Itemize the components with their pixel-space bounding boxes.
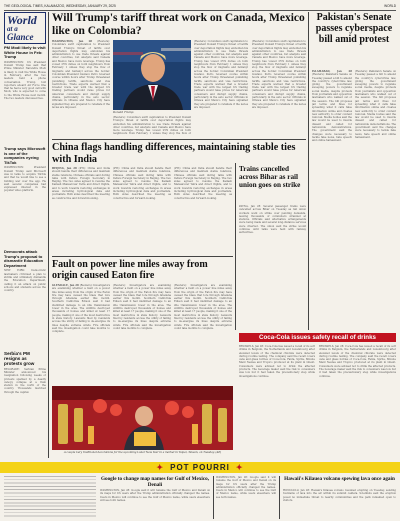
- china-body-continued: (PTI): China and India should handle their differences and maintain stable relations, Chinese officials said during talks with India's Foreign Secretary in Beijing. The two sides agreed to resume the Kailash Mansarovar Yatra and direct flights, and to work towards restoring exchanges in areas including hydrological data and journalists. Both sides described the meeting as constructive and forward-looking.: [174, 167, 232, 200]
- brief-item: [4, 147, 46, 247]
- china-dateline: BEIJING, Jan 28: [52, 167, 77, 170]
- pakistan-body-col1: [312, 70, 352, 328]
- pot-pourri-left-filler: [4, 476, 96, 518]
- lead-dateline: WASHINGTON, Jan 28: [52, 40, 93, 43]
- fault-body-col2: [113, 284, 171, 384]
- lead-body-continued: (Reuters): Colombia's swift capitulation to President Donald Trump's threat of tariffs over deportation flights may embolden his administration to use trade threats against other countries, but analysts said Canada and Mexico have more leverage. Trump has vowed 25% duties on both neighbours from February 1 unless they stop the flow of migrants and fentanyl across the border. Colombian President Gustavo Petro reversed course within hours after Trump threatened punishing tariffs, sanctions and visa restrictions. Trade experts warned that a broader trade war with the largest US trading partners would raise prices for American consumers and disrupt supply chains, particularly in the auto sector. Officials in Ottawa and Mexico City have signalled they are prepared to retaliate if the levies are imposed.: [252, 40, 306, 109]
- fault-body-continued: (Reuters): Investigators are examining whether a fault on a power line miles away from the origin of the Eaton fire may have caused the blaze that tore through Altadena earlier this month. Southern California Edison said it had identified damage to an idle transmission tower in the area. The wildfire destroyed thousands of homes and killed at least 17 people, making it one of the most destructive in state history. Lawsuits filed by residents accuse the utility of failing to de-energise its lines despite extreme winds. Fire officials said the investigation could take months to complete.: [174, 284, 232, 330]
- lead-body-continued: (Reuters): Colombia's swift capitulation to President Donald Trump's threat of tariffs over deportation flights may embolden his administration to use trade threats against other countries, but analysts said Canada and Mexico have more leverage. Trump has vowed 25% duties on both neighbours from February 1 unless they stop the flow of: [113, 116, 191, 136]
- lunar-photo-caption: A couple bury traditional decorations for the upcoming Lunar New Year in a market in Taipei, Taiwan, on Tuesday. (AP): [63, 451, 222, 454]
- pakistan-body-continued: (Reuters): Pakistan's Senate on Tuesday passed a bill to amend the country's cybercrime law, giving the government sweeping powers to regulate social media, despite protests from journalists and opposition lawmakers who walked out of the session. The bill proposes jail terms and fines for spreading what it calls false information online and creates new authority to order content removal. Media bodies said the law would be used to muzzle dissent and called for nationwide demonstrations. The government said the changes were necessary to tackle fake news, hate speech and online harassment.: [355, 70, 396, 139]
- gulf-headline: Google to change map names for Gulf of Mexico, Denali: [100, 476, 210, 488]
- gulf-body: WASHINGTON, Jan 28: Google said it will rename the Gulf of Mexico and Denali on its maps for US users after the Trump administration officially changed the names. Users in Mexico will continue to see the Gulf of Mexico name, while users elsewhere will see both names.: [100, 489, 210, 502]
- brief-body: BELGRADE: Serbian Prime Minister announced his resignation following weeks of protests sparked by a deadly canopy collapse at a train station in the north of the country. Thousands marched through the capital.: [4, 367, 46, 394]
- lead-body-col2b: [113, 116, 191, 136]
- coca-cola-headline: Coca-Cola issues safety recall of drinks: [239, 333, 396, 342]
- trump-photo: [113, 40, 191, 110]
- brief-headline: Democrats attack Trump's proposal to dismantle Education Department: [4, 250, 44, 268]
- section-rule: [52, 256, 233, 257]
- fault-body-col3: [174, 284, 232, 384]
- fault-body: (Reuters): Investigators are examining whether a fault on a power line miles away from the origin of the Eaton fire may have caused the blaze that tore through Altadena earlier this month. Southern California Edison said it had identified damage to an idle transmission tower in the area. The wildfire destroyed thousands of homes and killed at least 17 people, making it one of the most destructive in state history. Lawsuits filed by residents accuse the utility of failing to de-energise its lines despite extreme winds. Fire officials said the investigation could take months to complete.: [52, 284, 110, 334]
- brief-body: WASHINGTON: President Donald Trump said Microsoft was in talks to acquire TikTok and that he would like to see a bidding war over the app. He said several companies had expressed interest in the popular video platform.: [4, 166, 46, 193]
- pakistan-body-col2: [355, 70, 396, 328]
- gulf-body-continued: WASHINGTON, Jan 28: Google said it will rename the Gulf of Mexico and Denali on its maps for US users after the Trump administration officially changed the names. Users in Mexico will continue to see the Gulf of Mexico name, while users elsewhere will see both names.: [216, 476, 276, 499]
- column-divider: [308, 12, 309, 330]
- pakistan-body: (Reuters): Pakistan's Senate on Tuesday passed a bill to amend the country's cybercrime law, giving the government sweeping powers to regulate social media, despite protests from journalists and opposition lawmakers who walked out of the session. The bill proposes jail terms and fines for spreading what it calls false information online and creates new authority to order content removal. Media bodies said the law would be used to muzzle dissent and called for nationwide demonstrations. The government said the changes were necessary to tackle fake news, hate speech and online harassment.: [312, 73, 352, 143]
- pakistan-headline: Pakistan's Senate passes cyberspace bill amid protest: [315, 12, 393, 45]
- fault-body-continued: (Reuters): Investigators are examining whether a fault on a power line miles away from the origin of the Eaton fire may have caused the blaze that tore through Altadena earlier this month. Southern California Edison said it had identified damage to an idle transmission tower in the area. The wildfire destroyed thousands of homes and killed at least 17 people, making it one of the most destructive in state history. Lawsuits filed by residents accuse the utility of failing to de-energise its lines despite extreme winds. Fire officials said the investigation could take months to complete.: [113, 284, 171, 330]
- china-body: (PTI): China and India should handle their differences and maintain stable relations, Chinese officials said during talks with India's Foreign Secretary in Beijing. The two sides agreed to resume the Kailash Mansarovar Yatra and direct flights, and to work towards restoring exchanges in areas including hydrological data and journalists. Both sides described the meeting as constructive and forward-looking.: [52, 167, 110, 200]
- hawaii-body: HONOLULU, Jan 28: Hawaii's Kilauea volcano resumed erupting on Tuesday, sending fountains of lava into the air within its summit caldera. Scientists said the eruption posed no immediate threat to nearby communities and the park remained open to visitors.: [283, 489, 396, 502]
- coca-cola-body-col1: BRUSSELS, Jan 28: Coca-Cola has issued a recall of its soft drinks in Belgium, the Netherlands and Luxembourg after elevated levels of the chemical chlorate were detected during routine testing. The company said the recall covers cans and glass bottles of Coca-Cola, Fanta, Sprite, Minute Maid Nestea and Tropico produced at its plant in Ghent. Consumers were advised not to drink the affected products. The beverage maker said the risk to consumers was low but it had taken the precautionary step while investigations continue.: [239, 345, 315, 378]
- lead-body-continued: (Reuters): Colombia's swift capitulation to President Donald Trump's threat of tariffs over deportation flights may embolden his administration to use trade threats against other countries, but analysts said Canada and Mexico have more leverage. Trump has vowed 25% duties on both neighbours from February 1 unless they stop the flow of migrants and fentanyl across the border. Colombian President Gustavo Petro reversed course within hours after Trump threatened punishing tariffs, sanctions and visa restrictions. Trade experts warned that a broader trade war with the largest US trading partners would raise prices for American consumers and disrupt supply chains, particularly in the auto sector. Officials in Ottawa and Mexico City have signalled they are prepared to retaliate if the levies are imposed.: [194, 40, 248, 109]
- world-at-a-glance-title: World at a Glance: [4, 12, 46, 44]
- brief-item: [4, 351, 46, 446]
- hawaii-headline: Hawaii's Kilauea volcano spewing lava once again: [284, 476, 395, 482]
- china-headline: China flags handling differences, maintaining stable ties with India: [52, 142, 296, 165]
- brief-item: [4, 46, 46, 144]
- pakistan-dateline: ISLAMABAD, Jan 28: [312, 70, 352, 73]
- lunar-new-year-photo: [52, 386, 233, 450]
- fault-dateline: GLENDALE, Jan 28: [52, 284, 79, 287]
- fault-body-col1: [52, 284, 110, 384]
- brief-headline: Serbia's PM resigns as protests grow: [4, 351, 35, 367]
- lead-body-col1: [52, 40, 110, 136]
- masthead-right: WORLD: [384, 4, 396, 8]
- lead-headline: Will Trump's tariff threat work on Canada, Mexico like on Colombia?: [52, 12, 305, 37]
- lead-body-col3: [194, 40, 248, 136]
- brief-body: WASHINGTON: US President Donald Trump has said that Prime Minister Narendra Modi is likely to visit the White House in February, after the two leaders held a phone conversation. Trump told reporters aboard Air Force One that he had a very good call with Modi, who is expected to come to the White House next month. The two leaders discussed ties.: [4, 60, 46, 101]
- lead-body: (Reuters): Colombia's swift capitulation to President Donald Trump's threat of tariffs over deportation flights may embolden his administration to use trade threats against other countries, but analysts said Canada and Mexico have more leverage. Trump has vowed 25% duties on both neighbours from February 1 unless they stop the flow of migrants and fentanyl across the border. Colombian President Gustavo Petro reversed course within hours after Trump threatened punishing tariffs, sanctions and visa restrictions. Trade experts warned that a broader trade war with the largest US trading partners would raise prices for American consumers and disrupt supply chains, particularly in the auto sector. Officials in Ottawa and Mexico City have signalled they are prepared to retaliate if the levies are imposed.: [52, 40, 110, 109]
- trains-body: PATNA, Jan 28: Several passenger trains were cancelled across Bihar on Tuesday as rail union workers went on strike over pending demands, leaving thousands of commuters stranded at stations. Officials said alternative arrangements were being made and several long-distance services were diverted. The union said the strike would continue until talks were held with railway authorities.: [239, 205, 306, 235]
- china-body-continued: (PTI): China and India should handle their differences and maintain stable relations, Chinese officials said during talks with India's Foreign Secretary in Beijing. The two sides agreed to resume the Kailash Mansarovar Yatra and direct flights, and to work towards restoring exchanges in areas including hydrological data and journalists. Both sides described the meeting as constructive and forward-looking.: [113, 167, 171, 200]
- column-divider: [279, 476, 280, 519]
- china-body-col2: [113, 167, 171, 253]
- column-divider: [48, 12, 49, 458]
- trains-headline: Trains cancelled across Bihar as rail union goes on strike: [239, 165, 301, 189]
- pot-pourri-label: POT POURRI: [170, 463, 230, 472]
- column-divider: [213, 476, 214, 519]
- pot-pourri-banner: ✦ POT POURRI ✦: [0, 462, 400, 473]
- masthead-left: THE GEOLOGICAL TIMES, KALAMAZOO, WEDNESDAY, JANUARY 29, 2025: [4, 4, 116, 8]
- brief-headline: PM Modi likely to visit White House in Feb: Trump: [4, 46, 46, 60]
- lead-body-col4: [252, 40, 306, 136]
- china-body-col1: [52, 167, 110, 253]
- lead-photo-caption: Donald Trump: [113, 110, 134, 114]
- column-divider: [235, 163, 236, 330]
- china-body-col3: [174, 167, 232, 253]
- world-at-a-glance: [4, 12, 46, 458]
- brief-body: NEW YORK: Democratic lawmakers criticised a plan to shrink and ultimately dismantle the Education Department, calling it an attack on public schools and students across the country.: [4, 269, 46, 293]
- coca-cola-body-col2: BRUSSELS, Jan 28: Coca-Cola has issued a recall of its soft drinks in Belgium, the Netherlands and Luxembourg after elevated levels of the chemical chlorate were detected during routine testing. The company said the recall covers cans and glass bottles of Coca-Cola, Fanta, Sprite, Minute Maid Nestea and Tropico produced at its plant in Ghent. Consumers were advised not to drink the affected products. The beverage maker said the risk to consumers was low but it had taken the precautionary step while investigations continue.: [319, 345, 396, 378]
- fault-headline: Fault on power line miles away from origin caused Eaton fire: [52, 259, 208, 282]
- brief-item: [4, 250, 46, 348]
- section-rule: [52, 139, 306, 140]
- masthead: [4, 2, 396, 11]
- brief-headline: Trump says Microsoft is one of the companies eyeing TikTok: [4, 147, 46, 165]
